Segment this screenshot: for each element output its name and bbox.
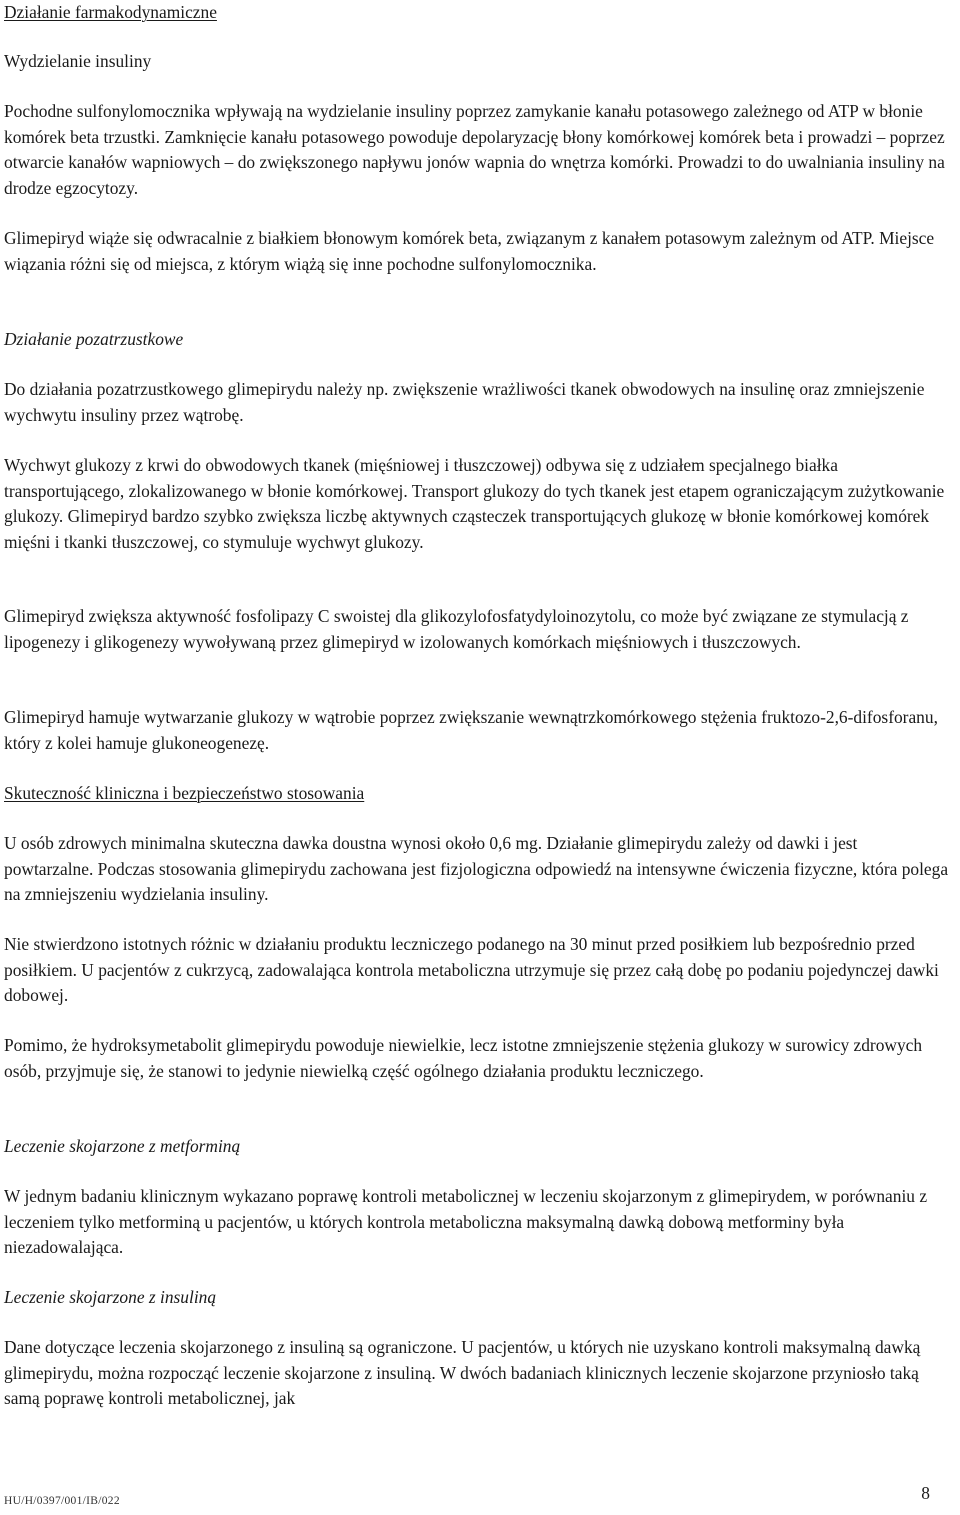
paragraph-gluconeogenesis: Glimepiryd hamuje wytwarzanie glukozy w wątrobie poprzez zwiększanie wewnątrzkomórkowego stężenia fruktozo-2,6-difosforanu, który z kolei hamuje glukoneogenezę. [4, 707, 938, 753]
page-footer [4, 1483, 930, 1505]
subheading-extrapancreatic: Działanie pozatrzustkowe [4, 329, 184, 349]
paragraph-glimepiride-binding: Glimepiryd wiąże się odwracalnie z białkiem błonowym komórek beta, związanym z kanałem potasowym zależnym od ATP. Miejsce wiązania różni się od miejsca, z którym wiążą się inne pochodne sulfonylomocznika. [4, 228, 935, 274]
paragraph-sulfonylurea-mechanism: Pochodne sulfonylomocznika wpływają na wydzielanie insuliny poprzez zamykanie kanału potasowego zależnego od ATP w błonie komórek beta trzustki. Zamknięcie kanału potasowego powoduje depolaryzację błony komórkowej komórek beta i prowadzi – poprzez otwarcie kanałów wapniowych – do zwiększonego napływu jonów wapnia do wnętrza komórki. Prowadzi to do uwalniania insuliny na drodze egzocytozy. [4, 101, 945, 198]
paragraph-metformin-study: W jednym badaniu klinicznym wykazano poprawę kontroli metabolicznej w leczeniu skojarzonym z glimepirydem, w porównaniu z leczeniem tylko metforminą u pacjentów, u których kontrola metaboliczna maksymalną dawką dobową metforminy była niezadowalająca. [4, 1186, 928, 1257]
document-code: HU/H/0397/001/IB/022 [4, 1495, 120, 1507]
paragraph-insulin-combo: Dane dotyczące leczenia skojarzonego z insuliną są ograniczone. U pacjentów, u których nie uzyskano kontroli maksymalną dawką glimepirydu, można rozpocząć leczenie skojarzone z insuliną. W dwóch badaniach klinicznych leczenie skojarzone przyniosło taką samą poprawę kontroli metabolicznej, jak [4, 1337, 921, 1408]
subheading-metformin: Leczenie skojarzone z metforminą [4, 1136, 241, 1156]
page-number: 8 [921, 1483, 930, 1503]
heading-pharmacodynamic: Działanie farmakodynamiczne [4, 2, 217, 22]
paragraph-phospholipase: Glimepiryd zwiększa aktywność fosfolipazy C swoistej dla glikozylofosfatydyloinozytolu, co może być związane ze stymulacją z lipogenezy i glikogenezy wywoływaną przez glimepiryd w izolowanych komórkach mięśniowych i tłuszczowych. [4, 606, 909, 652]
paragraph-extrapancreatic-action: Do działania pozatrzustkowego glimepirydu należy np. zwiększenie wrażliwości tkanek obwodowych na insulinę oraz zmniejszenie wychwytu insuliny przez wątrobę. [4, 379, 925, 425]
paragraph-timing: Nie stwierdzono istotnych różnic w działaniu produktu leczniczego podanego na 30 minut przed posiłkiem lub bezpośrednio przed posiłkiem. U pacjentów z cukrzycą, zadowalająca kontrola metaboliczna utrzymuje się przez całą dobę po podaniu pojedynczej dawki dobowej. [4, 934, 939, 1005]
heading-efficacy-safety: Skuteczność kliniczna i bezpieczeństwo stosowania [4, 783, 365, 803]
paragraph-hydroxymetabolite: Pomimo, że hydroksymetabolit glimepirydu powoduje niewielkie, lecz istotne zmniejszenie stężenia glukozy w surowicy zdrowych osób, przyjmuje się, że stanowi to jedynie niewielką część ogólnego działania produktu leczniczego. [4, 1035, 923, 1081]
paragraph-glucose-uptake: Wychwyt glukozy z krwi do obwodowych tkanek (mięśniowej i tłuszczowej) odbywa się z udziałem specjalnego białka transportującego, zlokalizowanego w błonie komórkowej. Transport glukozy do tych tkanek jest etapem ograniczającym zużytkowanie glukozy. Glimepiryd bardzo szybko zwiększa liczbę aktywnych cząsteczek transportujących glukozę w błonie komórkowej komórek mięśni i tkanki tłuszczowej, co stymuluje wychwyt glukozy. [4, 455, 945, 552]
subheading-insulin-combo: Leczenie skojarzone z insuliną [4, 1287, 217, 1307]
subheading-insulin-secretion: Wydzielanie insuliny [4, 51, 152, 71]
paragraph-minimal-dose: U osób zdrowych minimalna skuteczna dawka doustna wynosi około 0,6 mg. Działanie glimepirydu zależy od dawki i jest powtarzalne. Podczas stosowania glimepirydu zachowana jest fizjologiczna odpowiedź na intensywne ćwiczenia fizyczne, która polega na zmniejszeniu wydzielania insuliny. [4, 833, 949, 904]
